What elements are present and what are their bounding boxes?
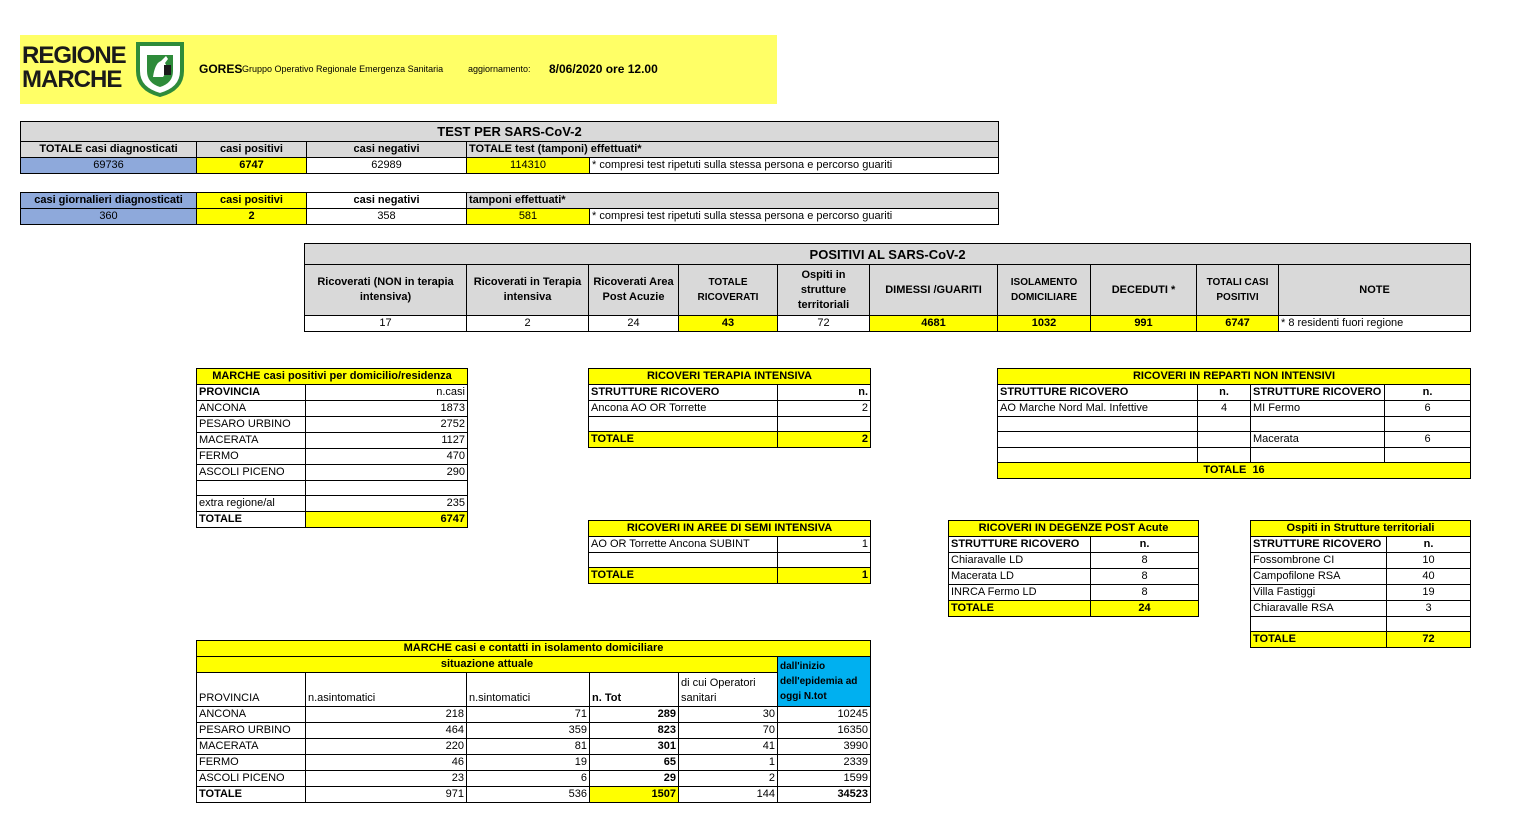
table-row [197, 481, 468, 496]
ni-name-a [998, 417, 1198, 432]
iso-all: 16350 [778, 723, 871, 739]
iso-tot: 301 [590, 739, 679, 755]
province-value: 2752 [306, 417, 468, 433]
post-header-str: STRUTTURE RICOVERO [949, 537, 1091, 553]
daily-value-pos: 2 [197, 209, 307, 225]
table-row [197, 723, 871, 739]
iso-header-sin: n.sintomatici [467, 673, 590, 707]
terr-value: 10 [1387, 553, 1471, 569]
iso-subtitle: situazione attuale [197, 657, 778, 673]
positivi-header-post-acuzie: Ricoverati Area Post Acuzie [589, 265, 679, 316]
iso-name: FERMO [197, 755, 306, 771]
test-note: * compresi test ripetuti sulla stessa persona e percorso guariti [590, 158, 999, 174]
iso-name: PESARO URBINO [197, 723, 306, 739]
ni-total-label: TOTALE [1203, 464, 1247, 476]
terr-name: Villa Fastiggi [1251, 585, 1387, 601]
org-full: Gruppo Operativo Regionale Emergenza Sanitaria [242, 64, 444, 74]
ni-total [998, 463, 1471, 479]
ti-value: 2 [778, 401, 871, 417]
test-value-neg: 62989 [307, 158, 467, 174]
logo-line2: MARCHE [22, 66, 122, 93]
iso-name: MACERATA [197, 739, 306, 755]
positivi-title: POSITIVI AL SARS-CoV-2 [305, 244, 1471, 265]
iso-total-label: TOTALE [197, 787, 306, 803]
iso-asin: 46 [306, 755, 467, 771]
province-title: MARCHE casi positivi per domicilio/residenza [197, 369, 468, 385]
province-value: 290 [306, 465, 468, 481]
post-name: Macerata LD [949, 569, 1091, 585]
ti-total-label: TOTALE [589, 432, 778, 448]
ni-title: RICOVERI IN REPARTI NON INTENSIVI [998, 369, 1471, 385]
ti-name: Ancona AO OR Torrette [589, 401, 778, 417]
iso-total-tot: 1507 [590, 787, 679, 803]
positivi-value-ospiti: 72 [778, 316, 870, 332]
province-name: ANCONA [197, 401, 306, 417]
test-header-neg: casi negativi [307, 142, 467, 158]
update-label: aggiornamento: [468, 64, 531, 74]
ti-header-n: n. [778, 385, 871, 401]
post-value: 8 [1091, 569, 1199, 585]
table-row [589, 417, 871, 432]
shield-icon [135, 41, 185, 97]
ti-table [588, 368, 871, 448]
table-row [589, 401, 871, 417]
positivi-value-dimessi: 4681 [870, 316, 998, 332]
table-row [1251, 585, 1471, 601]
ti-total-value: 2 [778, 432, 871, 448]
table-row [1251, 601, 1471, 617]
terr-name: Chiaravalle RSA [1251, 601, 1387, 617]
iso-total-op: 144 [679, 787, 778, 803]
positivi-value-totali: 6747 [1197, 316, 1279, 332]
table-row [197, 496, 468, 512]
positivi-header-note: NOTE [1279, 265, 1471, 316]
positivi-header-ricoverati-ti: Ricoverati in Terapia intensiva [467, 265, 589, 316]
positivi-value-note: * 8 residenti fuori regione [1279, 316, 1471, 332]
table-row [197, 707, 871, 723]
post-total-value: 24 [1091, 601, 1199, 617]
iso-total-sin: 536 [467, 787, 590, 803]
terr-value: 3 [1387, 601, 1471, 617]
ni-header-str-a: STRUTTURE RICOVERO [998, 385, 1198, 401]
header-banner [20, 35, 777, 104]
table-row [197, 401, 468, 417]
terr-table [1250, 520, 1471, 648]
terr-header-str: STRUTTURE RICOVERO [1251, 537, 1387, 553]
ni-value-b [1385, 448, 1471, 463]
test-value-tamponi: 114310 [467, 158, 590, 174]
ni-value-b: 6 [1385, 401, 1471, 417]
table-row [998, 432, 1471, 448]
semi-value [778, 553, 871, 568]
table-row [949, 569, 1199, 585]
daily-header-neg: casi negativi [307, 193, 467, 209]
post-table [948, 520, 1199, 617]
test-header-totale: TOTALE casi diagnosticati [21, 142, 197, 158]
post-title: RICOVERI IN DEGENZE POST Acute [949, 521, 1199, 537]
ni-value-a [1198, 432, 1251, 448]
province-name: extra regione/al [197, 496, 306, 512]
positivi-header-totale-ricoverati: TOTALE RICOVERATI [679, 265, 778, 316]
daily-value-neg: 358 [307, 209, 467, 225]
terr-total-value: 72 [1387, 632, 1471, 648]
ni-total-value: 16 [1252, 464, 1265, 476]
iso-op: 41 [679, 739, 778, 755]
table-row [1251, 617, 1471, 632]
test-table [20, 121, 999, 174]
positivi-value-ricoverati-non-ti: 17 [305, 316, 467, 332]
positivi-value-isolamento: 1032 [998, 316, 1091, 332]
iso-header-since: dall'inizio dell'epidemia ad oggi N.tot [778, 657, 871, 707]
positivi-header-dimessi: DIMESSI /GUARITI [870, 265, 998, 316]
province-name: ASCOLI PICENO [197, 465, 306, 481]
province-name [197, 481, 306, 496]
table-row [197, 449, 468, 465]
test-title: TEST PER SARS-CoV-2 [21, 122, 999, 142]
table-row [197, 417, 468, 433]
iso-asin: 464 [306, 723, 467, 739]
ni-name-b: Macerata [1251, 432, 1385, 448]
province-total-value: 6747 [306, 512, 468, 528]
table-row [998, 401, 1471, 417]
daily-header-diag: casi giornalieri diagnosticati [21, 193, 197, 209]
iso-all: 2339 [778, 755, 871, 771]
semi-total-value: 1 [778, 568, 871, 584]
ni-value-a: 4 [1198, 401, 1251, 417]
iso-sin: 359 [467, 723, 590, 739]
positivi-header-isolamento: ISOLAMENTO DOMICILIARE [998, 265, 1091, 316]
iso-asin: 218 [306, 707, 467, 723]
province-name: FERMO [197, 449, 306, 465]
iso-asin: 220 [306, 739, 467, 755]
semi-value: 1 [778, 537, 871, 553]
province-name: MACERATA [197, 433, 306, 449]
province-header-prov: PROVINCIA [197, 385, 306, 401]
positivi-header-deceduti: DECEDUTI * [1091, 265, 1197, 316]
iso-sin: 81 [467, 739, 590, 755]
update-value: 8/06/2020 ore 12.00 [549, 62, 658, 76]
ni-name-b [1251, 448, 1385, 463]
post-value: 8 [1091, 585, 1199, 601]
ni-header-n-a: n. [1198, 385, 1251, 401]
terr-header-n: n. [1387, 537, 1471, 553]
positivi-value-deceduti: 991 [1091, 316, 1197, 332]
ni-name-a: AO Marche Nord Mal. Infettive [998, 401, 1198, 417]
iso-sin: 71 [467, 707, 590, 723]
terr-total-label: TOTALE [1251, 632, 1387, 648]
daily-note: * compresi test ripetuti sulla stessa persona e percorso guariti [590, 209, 999, 225]
positivi-value-ricoverati-ti: 2 [467, 316, 589, 332]
iso-op: 30 [679, 707, 778, 723]
province-name: PESARO URBINO [197, 417, 306, 433]
terr-name [1251, 617, 1387, 632]
iso-header-prov: PROVINCIA [197, 673, 306, 707]
test-value-pos: 6747 [197, 158, 307, 174]
iso-op: 2 [679, 771, 778, 787]
table-row [949, 585, 1199, 601]
org-short: GORES [199, 62, 243, 76]
terr-value: 40 [1387, 569, 1471, 585]
iso-op: 1 [679, 755, 778, 771]
province-value: 470 [306, 449, 468, 465]
post-value: 8 [1091, 553, 1199, 569]
table-row [998, 417, 1471, 432]
positivi-header-totali: TOTALI CASI POSITIVI [1197, 265, 1279, 316]
ti-value [778, 417, 871, 432]
table-row [197, 465, 468, 481]
daily-header-pos: casi positivi [197, 193, 307, 209]
positivi-value-totale-ricoverati: 43 [679, 316, 778, 332]
terr-name: Campofilone RSA [1251, 569, 1387, 585]
iso-name: ASCOLI PICENO [197, 771, 306, 787]
table-row [197, 771, 871, 787]
table-row [1251, 569, 1471, 585]
regione-marche-logo [22, 41, 187, 99]
iso-tot: 29 [590, 771, 679, 787]
table-row [197, 433, 468, 449]
table-row [197, 739, 871, 755]
province-total-label: TOTALE [197, 512, 306, 528]
ti-header-str: STRUTTURE RICOVERO [589, 385, 778, 401]
iso-tot: 823 [590, 723, 679, 739]
ni-value-a [1198, 448, 1251, 463]
province-value: 235 [306, 496, 468, 512]
ni-header-str-b: STRUTTURE RICOVERO [1251, 385, 1385, 401]
daily-value-tamponi: 581 [467, 209, 590, 225]
ni-table [997, 368, 1471, 479]
iso-all: 1599 [778, 771, 871, 787]
semi-name: AO OR Torrette Ancona SUBINT [589, 537, 778, 553]
positivi-header-ospiti: Ospiti in strutture territoriali [778, 265, 870, 316]
daily-header-tamponi: tamponi effettuati* [467, 193, 999, 209]
table-row [1251, 553, 1471, 569]
terr-value: 19 [1387, 585, 1471, 601]
test-header-tamponi: TOTALE test (tamponi) effettuati* [467, 142, 999, 158]
ni-value-a [1198, 417, 1251, 432]
iso-total-all: 34523 [778, 787, 871, 803]
province-header-casi: n.casi [306, 385, 468, 401]
province-table [196, 368, 468, 528]
iso-tot: 289 [590, 707, 679, 723]
iso-total-row [197, 787, 871, 803]
ni-name-b [1251, 417, 1385, 432]
daily-value-diag: 360 [21, 209, 197, 225]
ni-name-a [998, 448, 1198, 463]
iso-asin: 23 [306, 771, 467, 787]
post-total-label: TOTALE [949, 601, 1091, 617]
ni-value-b: 6 [1385, 432, 1471, 448]
semi-table [588, 520, 871, 584]
post-header-n: n. [1091, 537, 1199, 553]
table-row [589, 537, 871, 553]
ni-header-n-b: n. [1385, 385, 1471, 401]
iso-header-asin: n.asintomatici [306, 673, 467, 707]
table-row [197, 755, 871, 771]
ti-title: RICOVERI TERAPIA INTENSIVA [589, 369, 871, 385]
terr-title: Ospiti in Strutture territoriali [1251, 521, 1471, 537]
ni-name-a [998, 432, 1198, 448]
terr-name: Fossombrone CI [1251, 553, 1387, 569]
iso-total-asin: 971 [306, 787, 467, 803]
semi-total-label: TOTALE [589, 568, 778, 584]
test-value-totale: 69736 [21, 158, 197, 174]
table-row [589, 553, 871, 568]
iso-header-op: di cui Operatori sanitari [679, 673, 778, 707]
post-name: INRCA Fermo LD [949, 585, 1091, 601]
iso-sin: 6 [467, 771, 590, 787]
logo-line1: REGIONE [22, 42, 126, 69]
post-name: Chiaravalle LD [949, 553, 1091, 569]
iso-tot: 65 [590, 755, 679, 771]
positivi-table [304, 243, 1471, 332]
iso-name: ANCONA [197, 707, 306, 723]
iso-all: 10245 [778, 707, 871, 723]
iso-title: MARCHE casi e contatti in isolamento domiciliare [197, 641, 871, 657]
table-row [998, 448, 1471, 463]
table-row [949, 553, 1199, 569]
iso-all: 3990 [778, 739, 871, 755]
test-header-pos: casi positivi [197, 142, 307, 158]
daily-table [20, 192, 999, 225]
iso-header-tot: n. Tot [590, 673, 679, 707]
iso-sin: 19 [467, 755, 590, 771]
iso-op: 70 [679, 723, 778, 739]
iso-table [196, 640, 871, 803]
ni-name-b: MI Fermo [1251, 401, 1385, 417]
province-value [306, 481, 468, 496]
province-value: 1873 [306, 401, 468, 417]
province-value: 1127 [306, 433, 468, 449]
positivi-value-post-acuzie: 24 [589, 316, 679, 332]
ti-name [589, 417, 778, 432]
terr-value [1387, 617, 1471, 632]
semi-title: RICOVERI IN AREE DI SEMI INTENSIVA [589, 521, 871, 537]
ni-value-b [1385, 417, 1471, 432]
positivi-header-ricoverati-non-ti: Ricoverati (NON in terapia intensiva) [305, 265, 467, 316]
semi-name [589, 553, 778, 568]
